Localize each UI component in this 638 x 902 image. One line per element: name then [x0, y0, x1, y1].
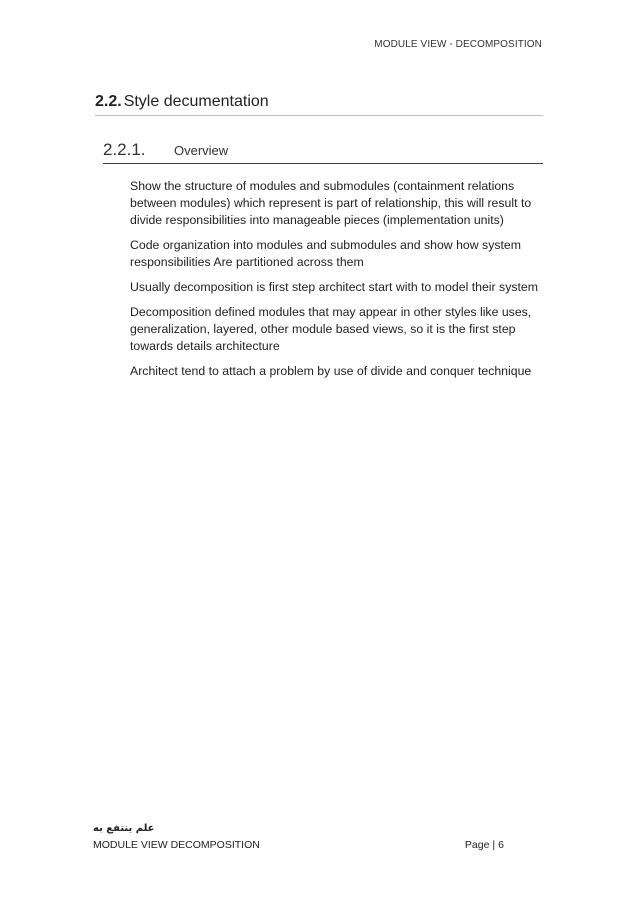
paragraph: Architect tend to attach a problem by use of divide and conquer technique [130, 364, 532, 378]
paragraph: Code organization into modules and submodules and show how system responsibilities Are partitioned across them [130, 238, 521, 269]
footer-document-title: MODULE VIEW DECOMPOSITION [93, 839, 260, 851]
section-number: 2.2. [95, 93, 122, 110]
subsection-number: 2.2.1. [103, 140, 146, 159]
footer-arabic-motto: علم ينتفع به [93, 823, 155, 834]
paragraph: Usually decomposition is first step architect start with to model their system [130, 280, 538, 294]
footer-page-indicator [465, 839, 504, 851]
page-separator: | [492, 839, 496, 851]
body-text [130, 178, 542, 388]
page-number: 6 [498, 839, 504, 851]
subsection-title: Overview [174, 143, 229, 158]
section-title: Style decumentation [123, 93, 269, 110]
subsection-heading [103, 140, 543, 164]
paragraph: Decomposition defined modules that may appear in other styles like uses, generalization, layered, other module based views, so it is the first step towards details architecture [130, 305, 532, 353]
page-label: Page [464, 839, 490, 851]
running-header: MODULE VIEW - DECOMPOSITION [374, 39, 542, 50]
section-heading [95, 93, 543, 116]
paragraph: Show the structure of modules and submodules (containment relations between modules) which represent is part of relationship, this will result to divide responsibilities into manageable pieces (implementation units) [130, 179, 532, 227]
